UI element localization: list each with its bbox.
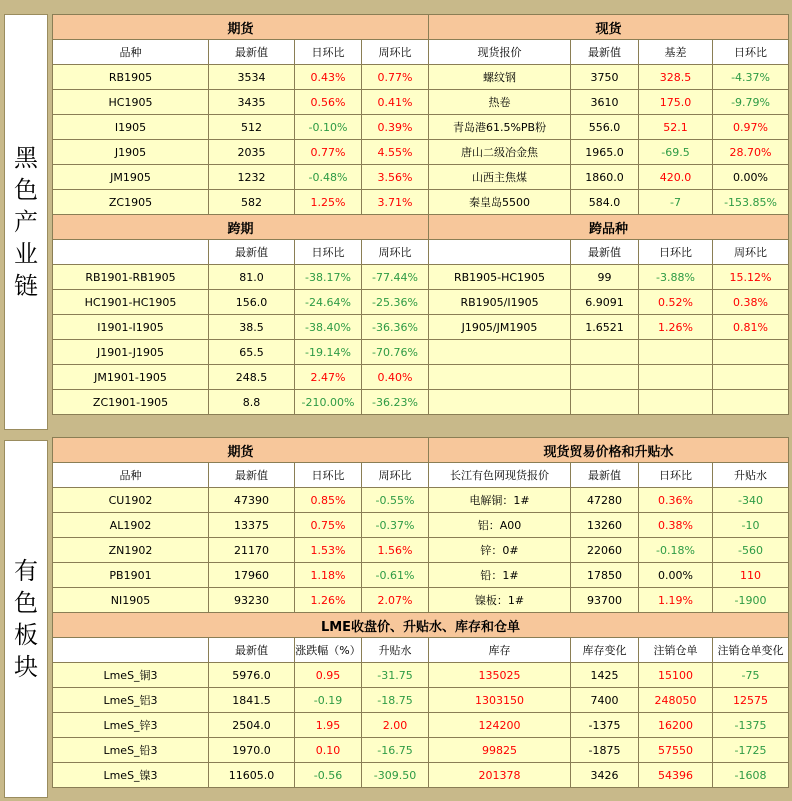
table-cell: ZN1902 — [53, 538, 209, 563]
table-cell: 1.6521 — [571, 315, 639, 340]
ferrous-side-label — [4, 14, 48, 430]
table-cell: 1425 — [571, 663, 639, 688]
table-cell: 1.53% — [295, 538, 362, 563]
column-header: 品种 — [53, 463, 209, 488]
table-cell: 0.52% — [639, 290, 713, 315]
table-cell: 1860.0 — [571, 165, 639, 190]
table-cell: 4.55% — [362, 140, 429, 165]
empty-cell — [571, 390, 639, 415]
side-label-char: 块 — [14, 653, 38, 681]
column-header: 涨跌幅（%） — [295, 638, 362, 663]
table-cell: -4.37% — [713, 65, 789, 90]
column-header: 注销仓单变化 — [713, 638, 789, 663]
table-cell: 135025 — [429, 663, 571, 688]
table-cell: 青岛港61.5%PB粉 — [429, 115, 571, 140]
column-header: 周环比 — [362, 463, 429, 488]
empty-cell — [713, 340, 789, 365]
table-cell: 5976.0 — [209, 663, 295, 688]
table-row — [53, 140, 789, 165]
column-header: 升贴水 — [362, 638, 429, 663]
table-cell: J1901-J1905 — [53, 340, 209, 365]
table-row — [53, 165, 789, 190]
table-cell: -309.50 — [362, 763, 429, 788]
table-cell: 8.8 — [209, 390, 295, 415]
table-row — [53, 538, 789, 563]
table-row — [53, 763, 789, 788]
column-header: 库存变化 — [571, 638, 639, 663]
table-cell: 420.0 — [639, 165, 713, 190]
table-cell: 22060 — [571, 538, 639, 563]
table-row — [53, 738, 789, 763]
column-header: 最新值 — [571, 463, 639, 488]
table-cell: -18.75 — [362, 688, 429, 713]
table-cell: 15100 — [639, 663, 713, 688]
table-cell: RB1901-RB1905 — [53, 265, 209, 290]
table-cell: ZC1901-1905 — [53, 390, 209, 415]
table-row — [53, 265, 789, 290]
table-cell: 唐山二级冶金焦 — [429, 140, 571, 165]
table-row — [53, 365, 789, 390]
column-header: 周环比 — [362, 240, 429, 265]
empty-cell — [713, 365, 789, 390]
table-cell: 3.71% — [362, 190, 429, 215]
table-cell: -16.75 — [362, 738, 429, 763]
ferrous-table — [52, 14, 789, 415]
table-cell: 93230 — [209, 588, 295, 613]
table-cell: 3426 — [571, 763, 639, 788]
table-cell: 1965.0 — [571, 140, 639, 165]
table-row — [53, 390, 789, 415]
table-row — [53, 688, 789, 713]
table-cell: PB1901 — [53, 563, 209, 588]
table-cell: -3.88% — [639, 265, 713, 290]
column-header: 基差 — [639, 40, 713, 65]
table-cell: 13375 — [209, 513, 295, 538]
table-cell: JM1905 — [53, 165, 209, 190]
table-cell: I1901-I1905 — [53, 315, 209, 340]
column-header: 日环比 — [295, 40, 362, 65]
table-cell: 21170 — [209, 538, 295, 563]
column-header — [429, 240, 571, 265]
empty-cell — [639, 390, 713, 415]
column-header-row — [53, 40, 789, 65]
table-cell: 47280 — [571, 488, 639, 513]
table-cell: 热卷 — [429, 90, 571, 115]
table-cell: 65.5 — [209, 340, 295, 365]
table-cell: -10 — [713, 513, 789, 538]
table-cell: 201378 — [429, 763, 571, 788]
empty-cell — [429, 340, 571, 365]
table-cell: -210.00% — [295, 390, 362, 415]
table-cell: RB1905-HC1905 — [429, 265, 571, 290]
column-header: 日环比 — [713, 40, 789, 65]
table-cell: I1905 — [53, 115, 209, 140]
table-cell: 175.0 — [639, 90, 713, 115]
table-cell: 81.0 — [209, 265, 295, 290]
table-cell: -77.44% — [362, 265, 429, 290]
table-cell: LmeS_铜3 — [53, 663, 209, 688]
table-cell: 11605.0 — [209, 763, 295, 788]
table-cell: 1.95 — [295, 713, 362, 738]
table-cell: -0.19 — [295, 688, 362, 713]
table-cell: 电解铜：1# — [429, 488, 571, 513]
table-cell: 328.5 — [639, 65, 713, 90]
table-cell: 1841.5 — [209, 688, 295, 713]
table-cell: NI1905 — [53, 588, 209, 613]
table-row — [53, 663, 789, 688]
table-cell: -1875 — [571, 738, 639, 763]
table-cell: 13260 — [571, 513, 639, 538]
table-row — [53, 563, 789, 588]
table-cell: 556.0 — [571, 115, 639, 140]
table-cell: 512 — [209, 115, 295, 140]
column-header: 最新值 — [209, 240, 295, 265]
section-title: 现货 — [429, 15, 789, 40]
table-cell: ZC1905 — [53, 190, 209, 215]
table-cell: 3534 — [209, 65, 295, 90]
table-row — [53, 315, 789, 340]
table-cell: -1608 — [713, 763, 789, 788]
table-row — [53, 65, 789, 90]
table-cell: -38.17% — [295, 265, 362, 290]
table-cell: -0.48% — [295, 165, 362, 190]
column-header: 周环比 — [362, 40, 429, 65]
table-cell: J1905/JM1905 — [429, 315, 571, 340]
empty-cell — [571, 340, 639, 365]
table-cell: 6.9091 — [571, 290, 639, 315]
table-row — [53, 713, 789, 738]
table-cell: 锌：0# — [429, 538, 571, 563]
table-cell: 0.41% — [362, 90, 429, 115]
column-header: 最新值 — [571, 40, 639, 65]
table-cell: 0.75% — [295, 513, 362, 538]
table-cell: 螺纹钢 — [429, 65, 571, 90]
table-cell: J1905 — [53, 140, 209, 165]
empty-cell — [713, 390, 789, 415]
table-cell: 93700 — [571, 588, 639, 613]
table-cell: 2.07% — [362, 588, 429, 613]
column-header: 周环比 — [713, 240, 789, 265]
table-cell: 铝：A00 — [429, 513, 571, 538]
table-cell: 57550 — [639, 738, 713, 763]
table-cell: HC1905 — [53, 90, 209, 115]
table-cell: -9.79% — [713, 90, 789, 115]
table-cell: 1.19% — [639, 588, 713, 613]
table-cell: -69.5 — [639, 140, 713, 165]
table-cell: LmeS_镍3 — [53, 763, 209, 788]
table-cell: 0.36% — [639, 488, 713, 513]
table-cell: -0.61% — [362, 563, 429, 588]
table-cell: LmeS_铝3 — [53, 688, 209, 713]
table-cell: 0.56% — [295, 90, 362, 115]
column-header: 日环比 — [639, 463, 713, 488]
column-header: 长江有色网现货报价 — [429, 463, 571, 488]
table-cell: 47390 — [209, 488, 295, 513]
table-cell: 1970.0 — [209, 738, 295, 763]
table-cell: -36.36% — [362, 315, 429, 340]
table-cell: 17850 — [571, 563, 639, 588]
section-header-row — [53, 15, 789, 40]
table-cell: LmeS_铅3 — [53, 738, 209, 763]
table-cell: 1.25% — [295, 190, 362, 215]
table-row — [53, 115, 789, 140]
table-cell: 0.38% — [713, 290, 789, 315]
section-title: LME收盘价、升贴水、库存和仓单 — [53, 613, 789, 638]
table-cell: 1.56% — [362, 538, 429, 563]
table-cell: 248050 — [639, 688, 713, 713]
table-cell: 1303150 — [429, 688, 571, 713]
table-cell: 0.10 — [295, 738, 362, 763]
table-cell: -0.18% — [639, 538, 713, 563]
column-header-row — [53, 638, 789, 663]
table-cell: 3610 — [571, 90, 639, 115]
column-header: 库存 — [429, 638, 571, 663]
column-header: 升贴水 — [713, 463, 789, 488]
table-cell: 16200 — [639, 713, 713, 738]
table-cell: 0.00% — [713, 165, 789, 190]
side-label-char: 黑 — [14, 144, 38, 172]
table-cell: 28.70% — [713, 140, 789, 165]
table-row — [53, 290, 789, 315]
table-cell: 1.26% — [295, 588, 362, 613]
table-cell: 镍板：1# — [429, 588, 571, 613]
column-header — [53, 240, 209, 265]
table-cell: 2035 — [209, 140, 295, 165]
table-cell: 584.0 — [571, 190, 639, 215]
nonferrous-table — [52, 437, 789, 788]
column-header-row — [53, 240, 789, 265]
empty-cell — [639, 365, 713, 390]
side-label-char: 链 — [14, 272, 38, 300]
section-title: 期货 — [53, 438, 429, 463]
table-cell: 0.00% — [639, 563, 713, 588]
table-cell: -1900 — [713, 588, 789, 613]
section-title: 跨期 — [53, 215, 429, 240]
section-header-row — [53, 438, 789, 463]
table-cell: 3435 — [209, 90, 295, 115]
column-header: 日环比 — [639, 240, 713, 265]
table-cell: RB1905 — [53, 65, 209, 90]
table-cell: LmeS_锌3 — [53, 713, 209, 738]
side-label-char: 色 — [14, 589, 38, 617]
table-cell: 0.40% — [362, 365, 429, 390]
table-cell: 0.39% — [362, 115, 429, 140]
side-label-char: 业 — [14, 240, 38, 268]
empty-cell — [429, 390, 571, 415]
table-cell: -560 — [713, 538, 789, 563]
table-cell: 156.0 — [209, 290, 295, 315]
table-cell: 0.77% — [362, 65, 429, 90]
table-cell: CU1902 — [53, 488, 209, 513]
table-cell: 17960 — [209, 563, 295, 588]
empty-cell — [429, 365, 571, 390]
table-cell: 7400 — [571, 688, 639, 713]
section-header-row — [53, 613, 789, 638]
table-row — [53, 340, 789, 365]
table-cell: 15.12% — [713, 265, 789, 290]
table-cell: 秦皇岛5500 — [429, 190, 571, 215]
table-cell: 54396 — [639, 763, 713, 788]
section-title: 现货贸易价格和升贴水 — [429, 438, 789, 463]
table-row — [53, 488, 789, 513]
section-title: 期货 — [53, 15, 429, 40]
column-header — [53, 638, 209, 663]
table-cell: 582 — [209, 190, 295, 215]
side-label-char: 板 — [14, 621, 38, 649]
table-cell: 3.56% — [362, 165, 429, 190]
table-cell: 248.5 — [209, 365, 295, 390]
table-cell: 99 — [571, 265, 639, 290]
table-cell: AL1902 — [53, 513, 209, 538]
table-cell: 1.18% — [295, 563, 362, 588]
table-cell: -38.40% — [295, 315, 362, 340]
table-cell: 3750 — [571, 65, 639, 90]
table-cell: 52.1 — [639, 115, 713, 140]
table-cell: 99825 — [429, 738, 571, 763]
table-cell: 1.26% — [639, 315, 713, 340]
table-cell: 0.95 — [295, 663, 362, 688]
table-cell: -1375 — [571, 713, 639, 738]
table-cell: 38.5 — [209, 315, 295, 340]
table-cell: -1725 — [713, 738, 789, 763]
table-cell: 2504.0 — [209, 713, 295, 738]
nonferrous-side-label — [4, 440, 48, 798]
column-header: 日环比 — [295, 240, 362, 265]
table-cell: -36.23% — [362, 390, 429, 415]
side-label-char: 色 — [14, 176, 38, 204]
column-header-row — [53, 463, 789, 488]
table-cell: -1375 — [713, 713, 789, 738]
column-header: 最新值 — [209, 638, 295, 663]
table-cell: 2.47% — [295, 365, 362, 390]
table-cell: -7 — [639, 190, 713, 215]
side-label-char: 有 — [14, 557, 38, 585]
column-header: 最新值 — [571, 240, 639, 265]
table-cell: -0.55% — [362, 488, 429, 513]
section-header-row — [53, 215, 789, 240]
table-cell: RB1905/I1905 — [429, 290, 571, 315]
table-cell: HC1901-HC1905 — [53, 290, 209, 315]
table-row — [53, 190, 789, 215]
column-header: 品种 — [53, 40, 209, 65]
table-cell: 0.77% — [295, 140, 362, 165]
table-cell: -70.76% — [362, 340, 429, 365]
table-cell: 0.97% — [713, 115, 789, 140]
column-header: 注销仓单 — [639, 638, 713, 663]
table-cell: 110 — [713, 563, 789, 588]
table-cell: -153.85% — [713, 190, 789, 215]
table-cell: 12575 — [713, 688, 789, 713]
table-cell: -340 — [713, 488, 789, 513]
column-header: 最新值 — [209, 463, 295, 488]
table-cell: -25.36% — [362, 290, 429, 315]
column-header: 日环比 — [295, 463, 362, 488]
table-cell: 124200 — [429, 713, 571, 738]
table-cell: 0.43% — [295, 65, 362, 90]
table-cell: -24.64% — [295, 290, 362, 315]
section-title: 跨品种 — [429, 215, 789, 240]
empty-cell — [571, 365, 639, 390]
table-row — [53, 513, 789, 538]
table-cell: 0.85% — [295, 488, 362, 513]
column-header: 最新值 — [209, 40, 295, 65]
table-cell: -0.56 — [295, 763, 362, 788]
table-row — [53, 588, 789, 613]
table-cell: 1232 — [209, 165, 295, 190]
table-cell: 0.38% — [639, 513, 713, 538]
table-cell: 2.00 — [362, 713, 429, 738]
table-cell: -19.14% — [295, 340, 362, 365]
table-cell: 山西主焦煤 — [429, 165, 571, 190]
table-cell: -0.10% — [295, 115, 362, 140]
table-cell: JM1901-1905 — [53, 365, 209, 390]
table-cell: 0.81% — [713, 315, 789, 340]
side-label-char: 产 — [14, 208, 38, 236]
table-cell: -31.75 — [362, 663, 429, 688]
table-cell: -0.37% — [362, 513, 429, 538]
empty-cell — [639, 340, 713, 365]
table-cell: 铅：1# — [429, 563, 571, 588]
column-header: 现货报价 — [429, 40, 571, 65]
table-cell: -75 — [713, 663, 789, 688]
table-row — [53, 90, 789, 115]
